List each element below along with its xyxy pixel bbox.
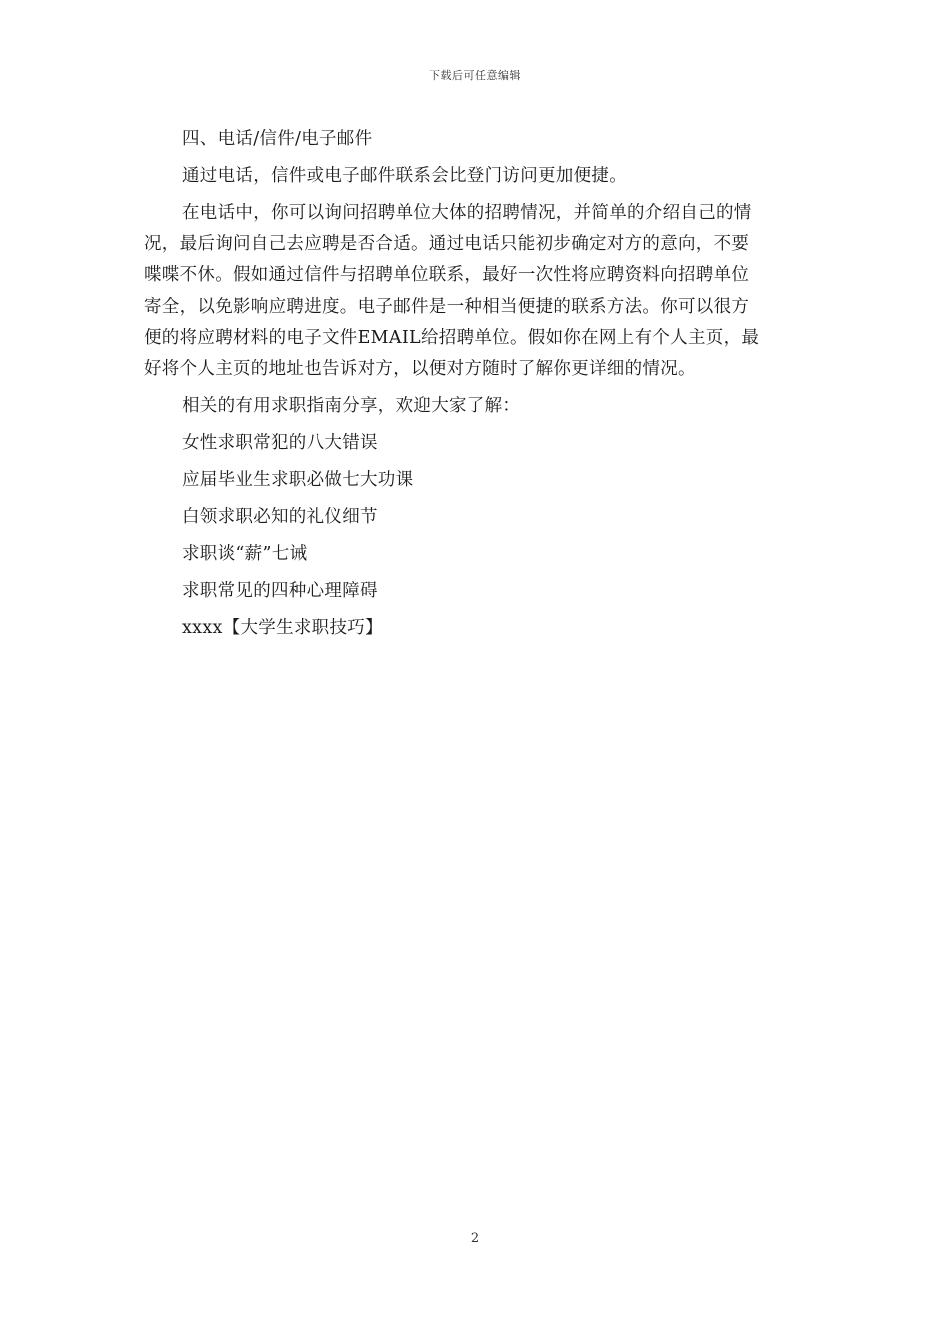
- body-line: 寄全，以免影响应聘进度。电子邮件是一种相当便捷的联系方法。你可以很方: [144, 296, 750, 317]
- related-link-item[interactable]: 白领求职必知的礼仪细节: [182, 507, 378, 528]
- related-links-list: [144, 428, 806, 644]
- body-line: 好将个人主页的地址也告诉对方，以便对方随时了解你更详细的情况。: [144, 359, 696, 380]
- body-line: 况，最后询问自己去应聘是否合适。通过电话只能初步确定对方的意向，不要: [144, 234, 750, 255]
- intro-paragraph: 通过电话，信件或电子邮件联系会比登门访问更加便捷。: [182, 166, 627, 186]
- related-link-item[interactable]: 女性求职常犯的八大错误: [182, 433, 378, 454]
- section-heading: 四、电话/信件/电子邮件: [182, 129, 373, 149]
- body-line: 便的将应聘材料的电子文件EMAIL给招聘单位。假如你在网上有个人主页，最: [144, 327, 760, 348]
- related-link-item[interactable]: 求职谈“薪”七诫: [182, 544, 308, 565]
- header-note: 下载后可任意编辑: [429, 69, 521, 82]
- related-link-item[interactable]: xxxx【大学生求职技巧】: [182, 618, 383, 639]
- body-paragraph: [144, 198, 806, 385]
- body-line: 喋喋不休。假如通过信件与招聘单位联系，最好一次性将应聘资料向招聘单位: [144, 265, 750, 286]
- related-link-item[interactable]: 求职常见的四种心理障碍: [182, 581, 378, 602]
- body-line: 在电话中，你可以询问招聘单位大体的招聘情况，并简单的介绍自己的情: [182, 203, 752, 223]
- related-link-item[interactable]: 应届毕业生求职必做七大功课: [182, 470, 414, 491]
- document-body: [144, 124, 806, 650]
- page-number: 2: [470, 1231, 480, 1246]
- related-intro: 相关的有用求职指南分享，欢迎大家了解：: [182, 396, 521, 417]
